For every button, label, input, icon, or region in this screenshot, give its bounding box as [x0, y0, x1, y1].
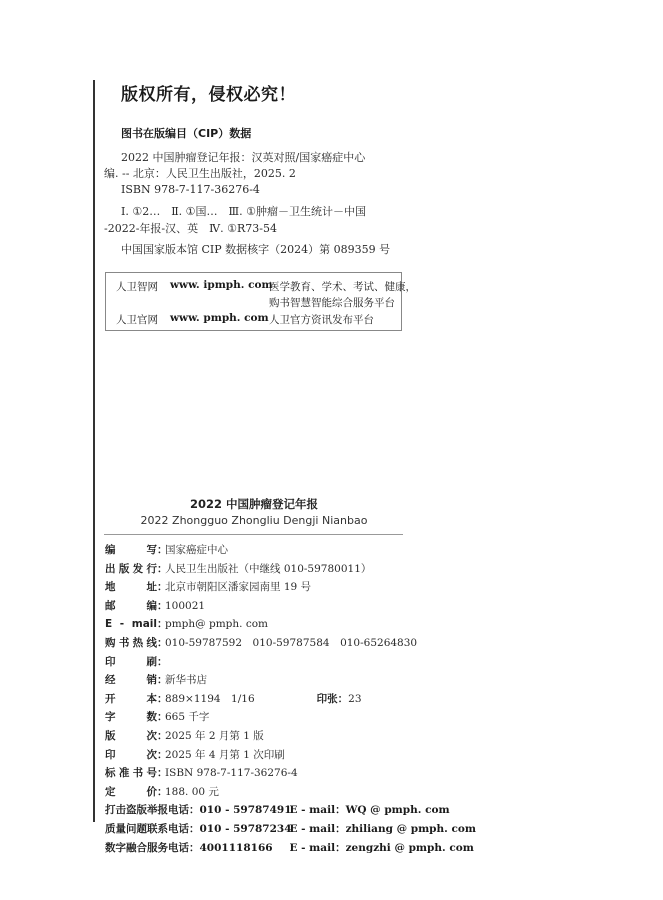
colophon-row [105, 578, 476, 597]
colophon-label: 经 销 [105, 674, 157, 687]
contact-email-label: E - mail： [289, 822, 346, 835]
website-name-pmph: 人卫官网 [116, 314, 158, 326]
colophon-colon: ： [157, 655, 168, 668]
contact-label: 数字融合服务电话： [105, 841, 200, 854]
colophon-colon: ： [157, 785, 168, 798]
colophon-colon: ： [157, 748, 168, 761]
colophon-value: ISBN 978-7-117-36276-4 [165, 767, 298, 780]
colophon-value: pmph@ pmph. com [165, 618, 268, 631]
cip-heading: 图书在版编目（CIP）数据 [121, 127, 252, 140]
contact-row [105, 801, 476, 820]
colophon-label: 地 址 [105, 581, 157, 594]
colophon-row [105, 615, 476, 634]
colophon-list [105, 541, 476, 857]
colophon-label: 字 数 [105, 711, 157, 724]
colophon-value: 北京市朝阳区潘家园南里 19 号 [165, 581, 312, 594]
colophon-value: 188. 00 元 [165, 785, 219, 798]
website-url-ipmph[interactable]: www. ipmph. com [170, 279, 273, 291]
copyright-notice: 版权所有，侵权必究！ [121, 85, 296, 105]
colophon-value: 100021 [165, 599, 206, 612]
colophon-row [105, 541, 476, 560]
colophon-label: 标 准 书 号 [105, 767, 157, 780]
contact-row [105, 820, 476, 839]
colophon-value: 010-59787592 010-59787584 010-65264830 [165, 636, 418, 649]
website-desc-pmph: 人卫官方资讯发布平台 [269, 314, 374, 326]
colophon-colon: ： [157, 674, 168, 687]
colophon-label: 出 版 发 行 [105, 562, 157, 575]
cip-line-classification: Ⅰ. ①2… Ⅱ. ①国… Ⅲ. ①肿瘤－卫生统计－中国 [121, 205, 366, 218]
cip-line-catalog-number: 中国国家版本馆 CIP 数据核字（2024）第 089359 号 [121, 243, 391, 256]
colophon-label: 印 次 [105, 748, 157, 761]
colophon-colon: ： [157, 711, 168, 724]
colophon-value: 889×1194 1/16 [165, 692, 255, 705]
colophon-row [105, 671, 476, 690]
book-title-chinese: 2022 中国肿瘤登记年报 [189, 497, 318, 511]
website-info-box [105, 272, 416, 331]
colophon-row [105, 746, 476, 765]
colophon-colon: ： [157, 562, 168, 575]
cip-line-title: 2022 中国肿瘤登记年报：汉英对照/国家癌症中心 [121, 151, 366, 164]
colophon-value: 665 千字 [165, 711, 210, 724]
colophon-colon: ： [157, 767, 168, 780]
contact-email-label: E - mail： [289, 841, 346, 854]
cip-line-isbn: ISBN 978-7-117-36276-4 [121, 183, 260, 196]
colophon-label: 编 写 [105, 544, 157, 556]
colophon-row [105, 597, 476, 616]
colophon-label: 印 刷 [105, 655, 157, 668]
margin-rule [93, 80, 95, 822]
colophon-row [105, 783, 476, 802]
colophon-label: 购 书 热 线 [105, 636, 157, 649]
book-title-pinyin: 2022 Zhongguo Zhongliu Dengji Nianbao [140, 514, 368, 527]
cip-line-classification-cont: -2022-年报-汉、英 Ⅳ. ①R73-54 [104, 222, 277, 235]
contact-label: 质量问题联系电话： [105, 822, 200, 835]
colophon-value: 2025 年 2 月第 1 版 [165, 729, 264, 742]
contact-phone: 4001118166 [199, 841, 273, 854]
colophon-label: 定 价 [105, 785, 157, 798]
colophon-colon: ： [157, 729, 168, 742]
website-name-ipmph: 人卫智网 [116, 281, 158, 293]
website-url-pmph[interactable]: www. pmph. com [170, 312, 269, 324]
contact-email-label: E - mail： [289, 804, 346, 817]
colophon-label: 版 次 [105, 729, 157, 742]
colophon-value: 人民卫生出版社（中继线 010-59780011） [165, 562, 372, 575]
colophon-extra-label: 印张： [316, 692, 349, 705]
contact-phone: 010 - 59787234 [199, 822, 292, 835]
website-desc-ipmph-1: 医学教育、学术、考试、健康， [269, 281, 416, 293]
colophon-row [105, 560, 476, 579]
colophon-colon: ： [157, 599, 168, 612]
colophon-colon: ： [157, 692, 168, 705]
colophon-row [105, 727, 476, 746]
contact-email[interactable]: zengzhi @ pmph. com [345, 841, 474, 854]
contact-email[interactable]: WQ @ pmph. com [345, 804, 450, 817]
cip-line-publisher: 编. -- 北京：人民卫生出版社，2025. 2 [104, 167, 296, 180]
colophon-value: 国家癌症中心 [165, 544, 228, 556]
colophon-label: 邮 编 [105, 599, 157, 612]
website-desc-ipmph-2: 购书智慧智能综合服务平台 [269, 297, 395, 309]
colophon-row [105, 634, 476, 653]
colophon-colon: ： [157, 544, 168, 556]
contact-label: 打击盗版举报电话： [105, 804, 200, 817]
colophon-label: E - mail [105, 618, 157, 631]
colophon-value: 2025 年 4 月第 1 次印刷 [165, 748, 285, 761]
contact-phone: 010 - 59787491 [199, 804, 292, 817]
colophon-colon: ： [157, 636, 168, 649]
colophon-row [105, 764, 476, 783]
colophon-row [105, 708, 476, 727]
colophon-colon: ： [157, 618, 168, 631]
title-divider [104, 534, 403, 535]
colophon-row [105, 653, 476, 672]
colophon-row [105, 690, 476, 709]
colophon-value: 新华书店 [165, 674, 207, 687]
colophon-label: 开 本 [105, 692, 157, 705]
contact-row [105, 839, 476, 858]
contact-email[interactable]: zhiliang @ pmph. com [345, 822, 476, 835]
colophon-colon: ： [157, 581, 168, 594]
colophon-extra-value: 23 [348, 692, 362, 705]
